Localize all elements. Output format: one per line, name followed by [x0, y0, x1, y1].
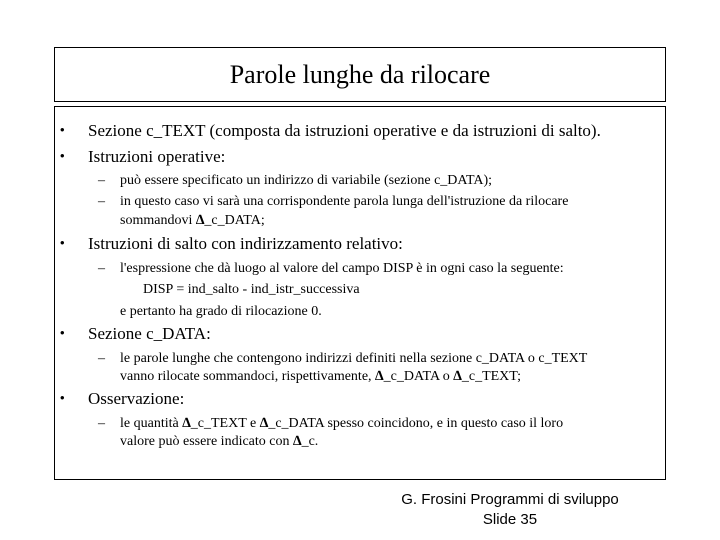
sub-text: le parole lunghe che contengono indirizzi definiti nella sezione c_DATA o c_TEXT	[120, 351, 588, 366]
sub-text-continuation: valore può essere indicato con ∆_c.	[120, 434, 319, 449]
sub-text: l'espressione che dà luogo al valore del campo DISP è in ogni caso la seguente:	[120, 261, 564, 276]
slide-title: Parole lunghe da rilocare	[229, 59, 491, 89]
sub-text: le quantità ∆_c_TEXT e ∆_c_DATA spesso coincidono, e in questo caso il loro	[120, 416, 564, 431]
bullet-icon: •	[60, 235, 65, 250]
sub-text-continuation: e pertanto ha grado di rilocazione 0.	[120, 304, 322, 319]
delta-symbol: ∆	[375, 369, 384, 384]
bullet-text: Osservazione:	[88, 389, 185, 408]
dash-icon: –	[98, 261, 105, 276]
bullet-icon: •	[60, 390, 65, 405]
footer-slide-number: Slide 35	[482, 511, 538, 528]
delta-symbol: ∆	[259, 416, 269, 431]
delta-symbol: ∆	[195, 213, 205, 228]
bullet-icon: •	[60, 122, 65, 137]
formula-line: DISP = ind_salto - ind_istr_successiva	[143, 282, 360, 297]
bullet-text: Sezione c_DATA:	[88, 324, 211, 343]
bullet-icon: •	[60, 148, 65, 163]
delta-symbol: ∆	[453, 369, 462, 384]
delta-symbol: ∆	[182, 416, 191, 431]
slide-footer	[360, 490, 660, 530]
sub-text-continuation: sommandovi ∆_c_DATA;	[120, 213, 265, 228]
title-box	[54, 47, 666, 102]
dash-icon: –	[98, 173, 105, 188]
sub-text-continuation: vanno rilocate sommandoci, rispettivamente, ∆_c_DATA o ∆_c_TEXT;	[120, 369, 521, 384]
bullet-text: Istruzioni operative:	[88, 147, 226, 166]
dash-icon: –	[98, 416, 105, 431]
dash-icon: –	[98, 194, 105, 209]
content-box	[54, 106, 666, 480]
bullet-icon: •	[60, 325, 65, 340]
sub-text: in questo caso vi sarà una corrispondente parola lunga dell'istruzione da rilocare	[120, 194, 569, 209]
delta-symbol: ∆	[293, 434, 302, 449]
footer-author-line: G. Frosini Programmi di sviluppo	[401, 491, 619, 508]
bullet-text: Istruzioni di salto con indirizzamento relativo:	[88, 234, 403, 253]
bullet-text: Sezione c_TEXT (composta da istruzioni operative e da istruzioni di salto).	[88, 121, 601, 140]
sub-text: può essere specificato un indirizzo di variabile (sezione c_DATA);	[120, 173, 493, 188]
dash-icon: –	[98, 351, 105, 366]
